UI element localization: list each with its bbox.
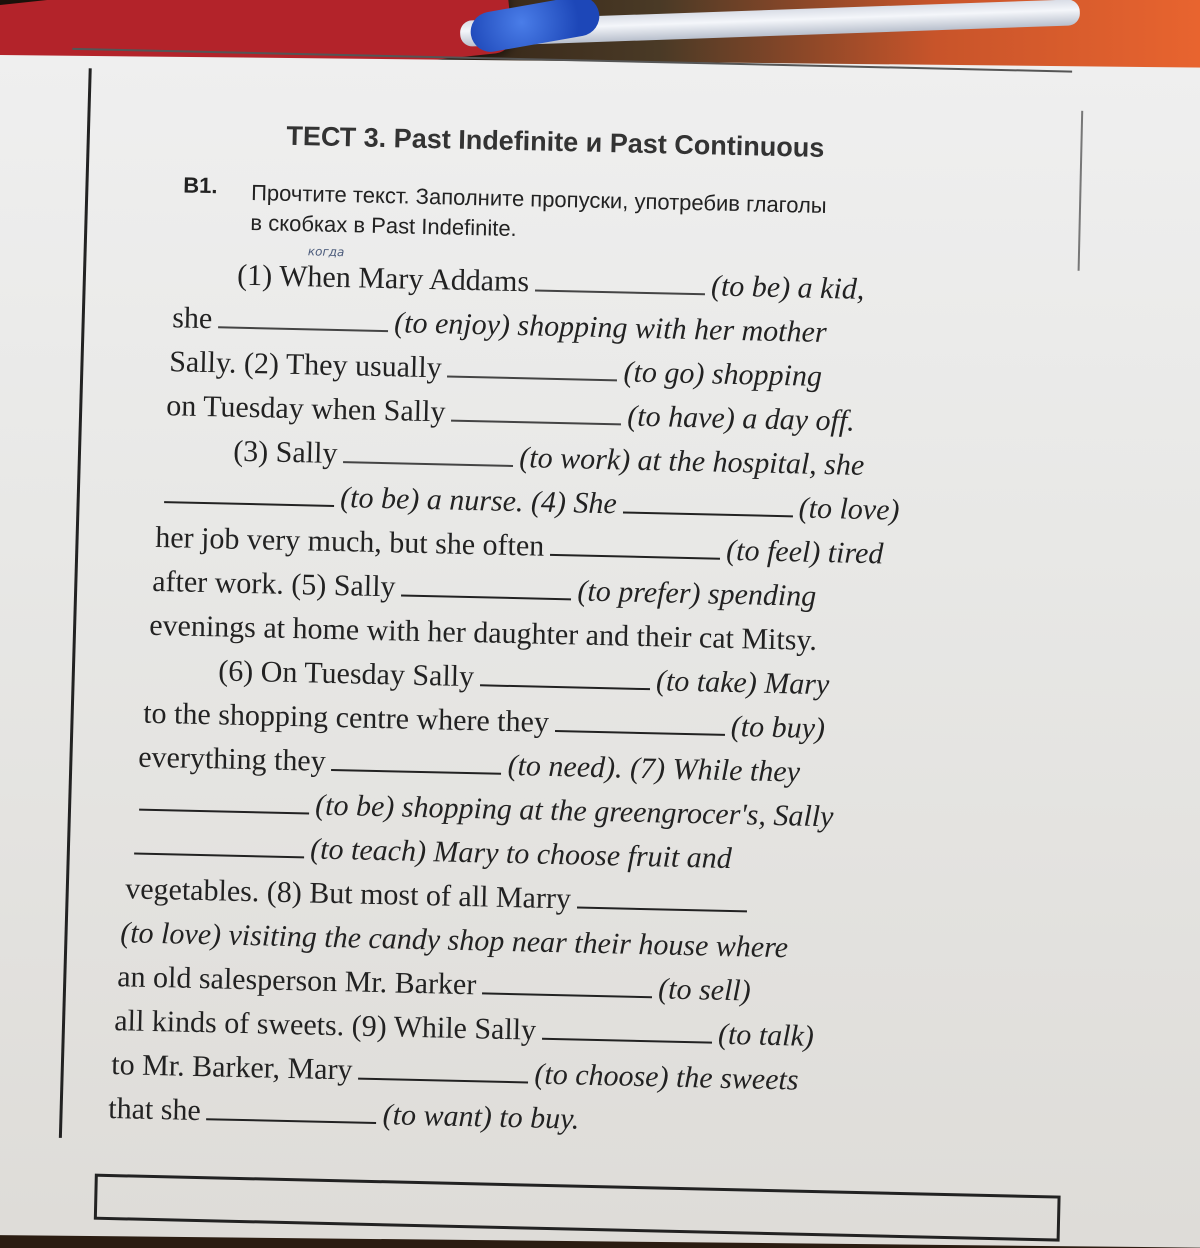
verb-hint: (to feel) tired — [725, 533, 884, 571]
handwritten-note: когда — [307, 244, 345, 260]
text-segment: Sally. (2) They usually — [168, 345, 443, 385]
blank-2[interactable] — [218, 300, 389, 332]
blank-7[interactable] — [623, 485, 794, 517]
verb-hint: (to teach) Mary to choose fruit and — [309, 832, 733, 876]
blank-13[interactable] — [139, 783, 310, 815]
blank-9[interactable] — [401, 568, 572, 600]
blank-11[interactable] — [555, 704, 726, 736]
text-segment: on Tuesday when Sally — [165, 389, 446, 429]
verb-hint: (to love) — [798, 491, 900, 527]
text-segment: her job very much, but she often — [154, 520, 545, 563]
instruction-line-2: в скобках в Past Indefinite. — [250, 209, 518, 242]
verb-hint: (to buy) — [730, 710, 826, 746]
verb-hint: (to sell) — [657, 972, 752, 1008]
blank-5[interactable] — [343, 435, 514, 467]
blank-3[interactable] — [447, 349, 618, 381]
verb-hint: (to be) shopping at the greengrocer's, Sally — [314, 788, 834, 834]
text-segment: everything they — [137, 740, 327, 778]
text-segment: (1) When Mary Addams — [236, 258, 530, 299]
task-label: B1. — [183, 172, 218, 199]
verb-hint: (to choose) the sweets — [534, 1057, 799, 1097]
verb-hint: (to love) visiting the candy shop near their house where — [119, 916, 789, 965]
blank-19[interactable] — [207, 1092, 378, 1124]
verb-hint: (to need). (7) While they — [507, 748, 801, 789]
frame-top-line — [72, 48, 1072, 73]
blank-12[interactable] — [332, 743, 503, 775]
verb-hint: (to enjoy) shopping with her mother — [393, 306, 827, 350]
task-instruction — [250, 178, 1011, 255]
blank-16[interactable] — [482, 966, 653, 998]
text-segment: (3) Sally — [232, 434, 338, 471]
verb-hint: (to work) at the hospital, she — [518, 441, 865, 482]
text-segment: (6) On Tuesday Sally — [217, 654, 475, 694]
blank-17[interactable] — [542, 1012, 713, 1044]
text-segment: all kinds of sweets. (9) While Sally — [113, 1004, 537, 1047]
verb-hint: (to want) to buy. — [382, 1098, 580, 1136]
text-segment: to the shopping centre where they — [142, 696, 550, 739]
frame-right-line — [1078, 111, 1084, 271]
verb-hint: (to go) shopping — [623, 355, 823, 393]
text-segment: vegetables. (8) But most of all Marry — [124, 872, 572, 916]
verb-hint: (to talk) — [717, 1017, 815, 1053]
instruction-line-1: Прочтите текст. Заполните пропуски, употребив глаголы — [250, 179, 827, 219]
text-segment: that she — [107, 1091, 202, 1128]
text-segment: she — [171, 301, 213, 336]
blank-15[interactable] — [577, 881, 748, 913]
verb-hint: (to prefer) spending — [577, 574, 817, 613]
blank-4[interactable] — [451, 394, 622, 426]
verb-hint: (to be) a kid, — [710, 269, 865, 306]
verb-hint: (to take) Mary — [655, 664, 830, 702]
page-title: ТЕСТ 3. Past Indefinite и Past Continuous — [286, 120, 825, 163]
blank-18[interactable] — [358, 1052, 529, 1084]
blank-14[interactable] — [134, 827, 305, 859]
text-segment: evenings at home with her daughter and their cat Mitsy. — [148, 608, 818, 657]
text-segment: to Mr. Barker, Mary — [110, 1048, 353, 1087]
blank-8[interactable] — [550, 528, 721, 560]
frame-left-line — [59, 68, 92, 1138]
blank-6[interactable] — [164, 475, 335, 507]
verb-hint: (to be) a nurse. (4) She — [339, 481, 618, 521]
text-segment: after work. (5) Sally — [151, 564, 396, 604]
verb-hint: (to have) a day off. — [626, 399, 856, 438]
blank-1[interactable] — [535, 263, 706, 295]
text-segment: an old salesperson Mr. Barker — [116, 960, 477, 1002]
exercise-text — [108, 251, 1048, 1152]
blank-10[interactable] — [480, 658, 651, 690]
